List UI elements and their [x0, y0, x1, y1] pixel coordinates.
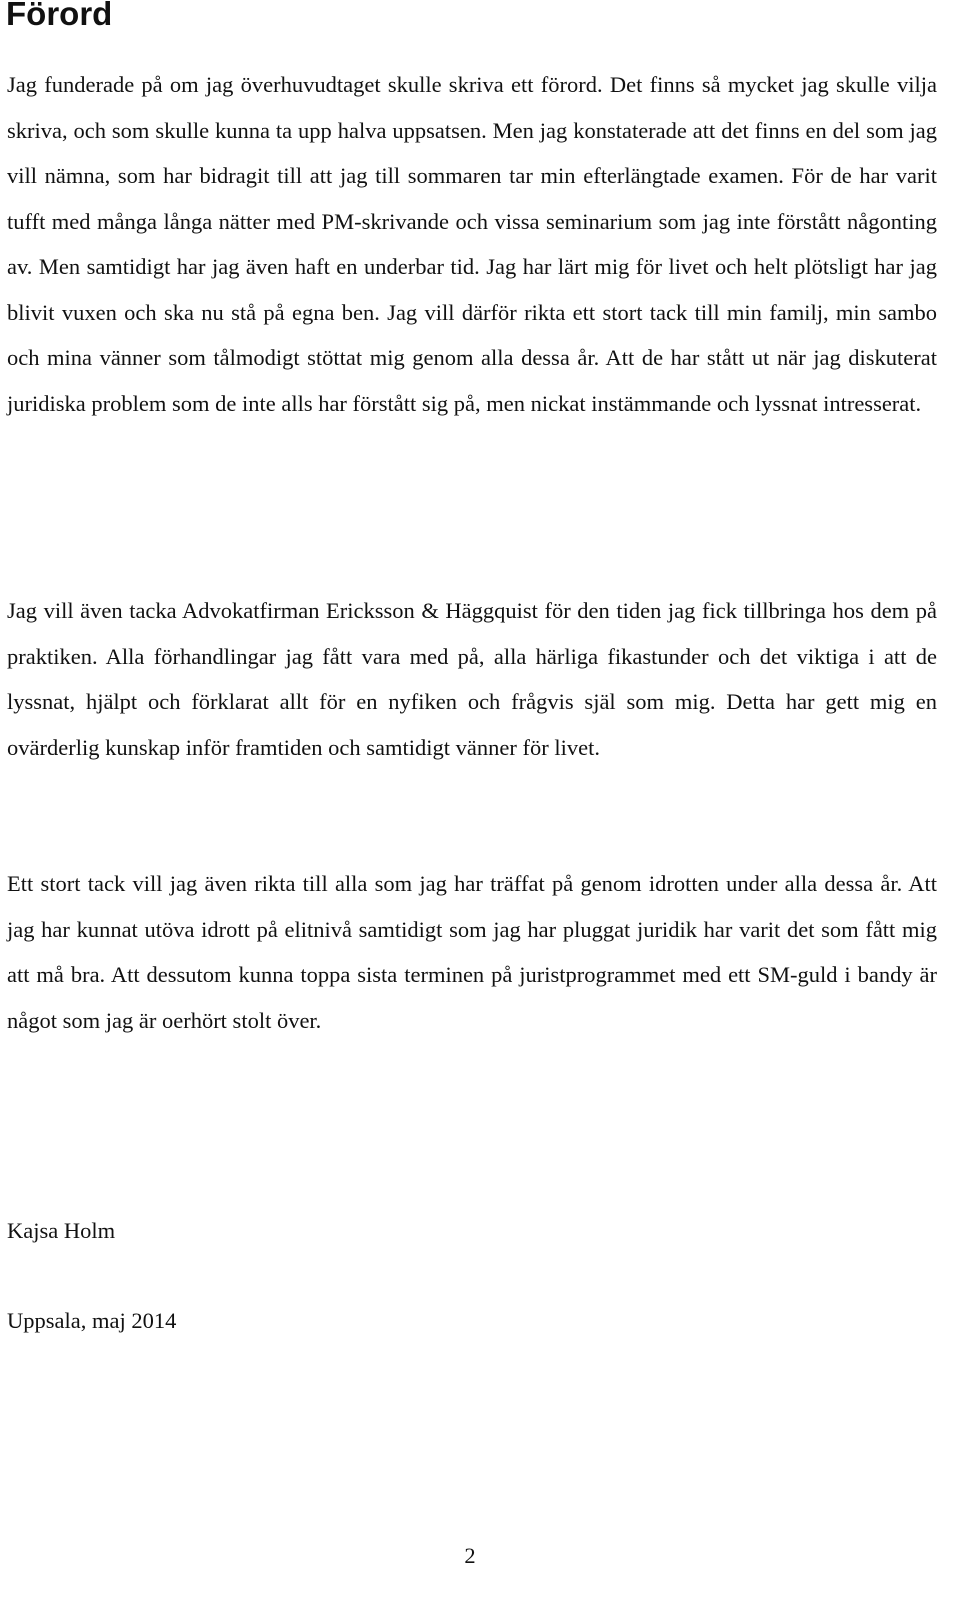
page-number: 2	[464, 1543, 476, 1568]
place-and-date: Uppsala, maj 2014	[7, 1308, 177, 1333]
paragraph-2: Jag vill även tacka Advokatfirman Ericksson & Häggquist för den tiden jag fick tillbringa hos dem på praktiken. Alla förhandlingar jag fått vara med på, alla härliga fikastunder och det viktiga i att de lyssnat, hjälpt och förklarat allt för en nyfiken och frågvis själ som mig. Detta har gett mig en ovärderlig kunskap inför framtiden och samtidigt vänner för livet.	[7, 598, 937, 760]
paragraph-1: Jag funderade på om jag överhuvudtaget skulle skriva ett förord. Det finns så mycket jag skulle vilja skriva, och som skulle kunna ta upp halva uppsatsen. Men jag konstaterade att det finns en del som jag vill nämna, som har bidragit till att jag till sommaren tar min efterlängtade examen. För de har varit tufft med många långa nätter med PM-skrivande och vissa seminarium som jag inte förstått någonting av. Men samtidigt har jag även haft en underbar tid. Jag har lärt mig för livet och helt plötsligt har jag blivit vuxen och ska nu stå på egna ben. Jag vill därför rikta ett stort tack till min familj, min sambo och mina vänner som tålmodigt stöttat mig genom alla dessa år. Att de har stått ut när jag diskuterat juridiska problem som de inte alls har förstått sig på, men nickat instämmande och lyssnat intresserat.	[7, 72, 937, 416]
page-title: Förord	[6, 0, 113, 32]
paragraph-3: Ett stort tack vill jag även rikta till alla som jag har träffat på genom idrotten under alla dessa år. Att jag har kunnat utöva idrott på elitnivå samtidigt som jag har pluggat juridik har varit det som fått mig att må bra. Att dessutom kunna toppa sista terminen på juristprogrammet med ett SM-guld i bandy är något som jag är oerhört stolt över.	[7, 871, 937, 1033]
author-name: Kajsa Holm	[7, 1218, 116, 1243]
